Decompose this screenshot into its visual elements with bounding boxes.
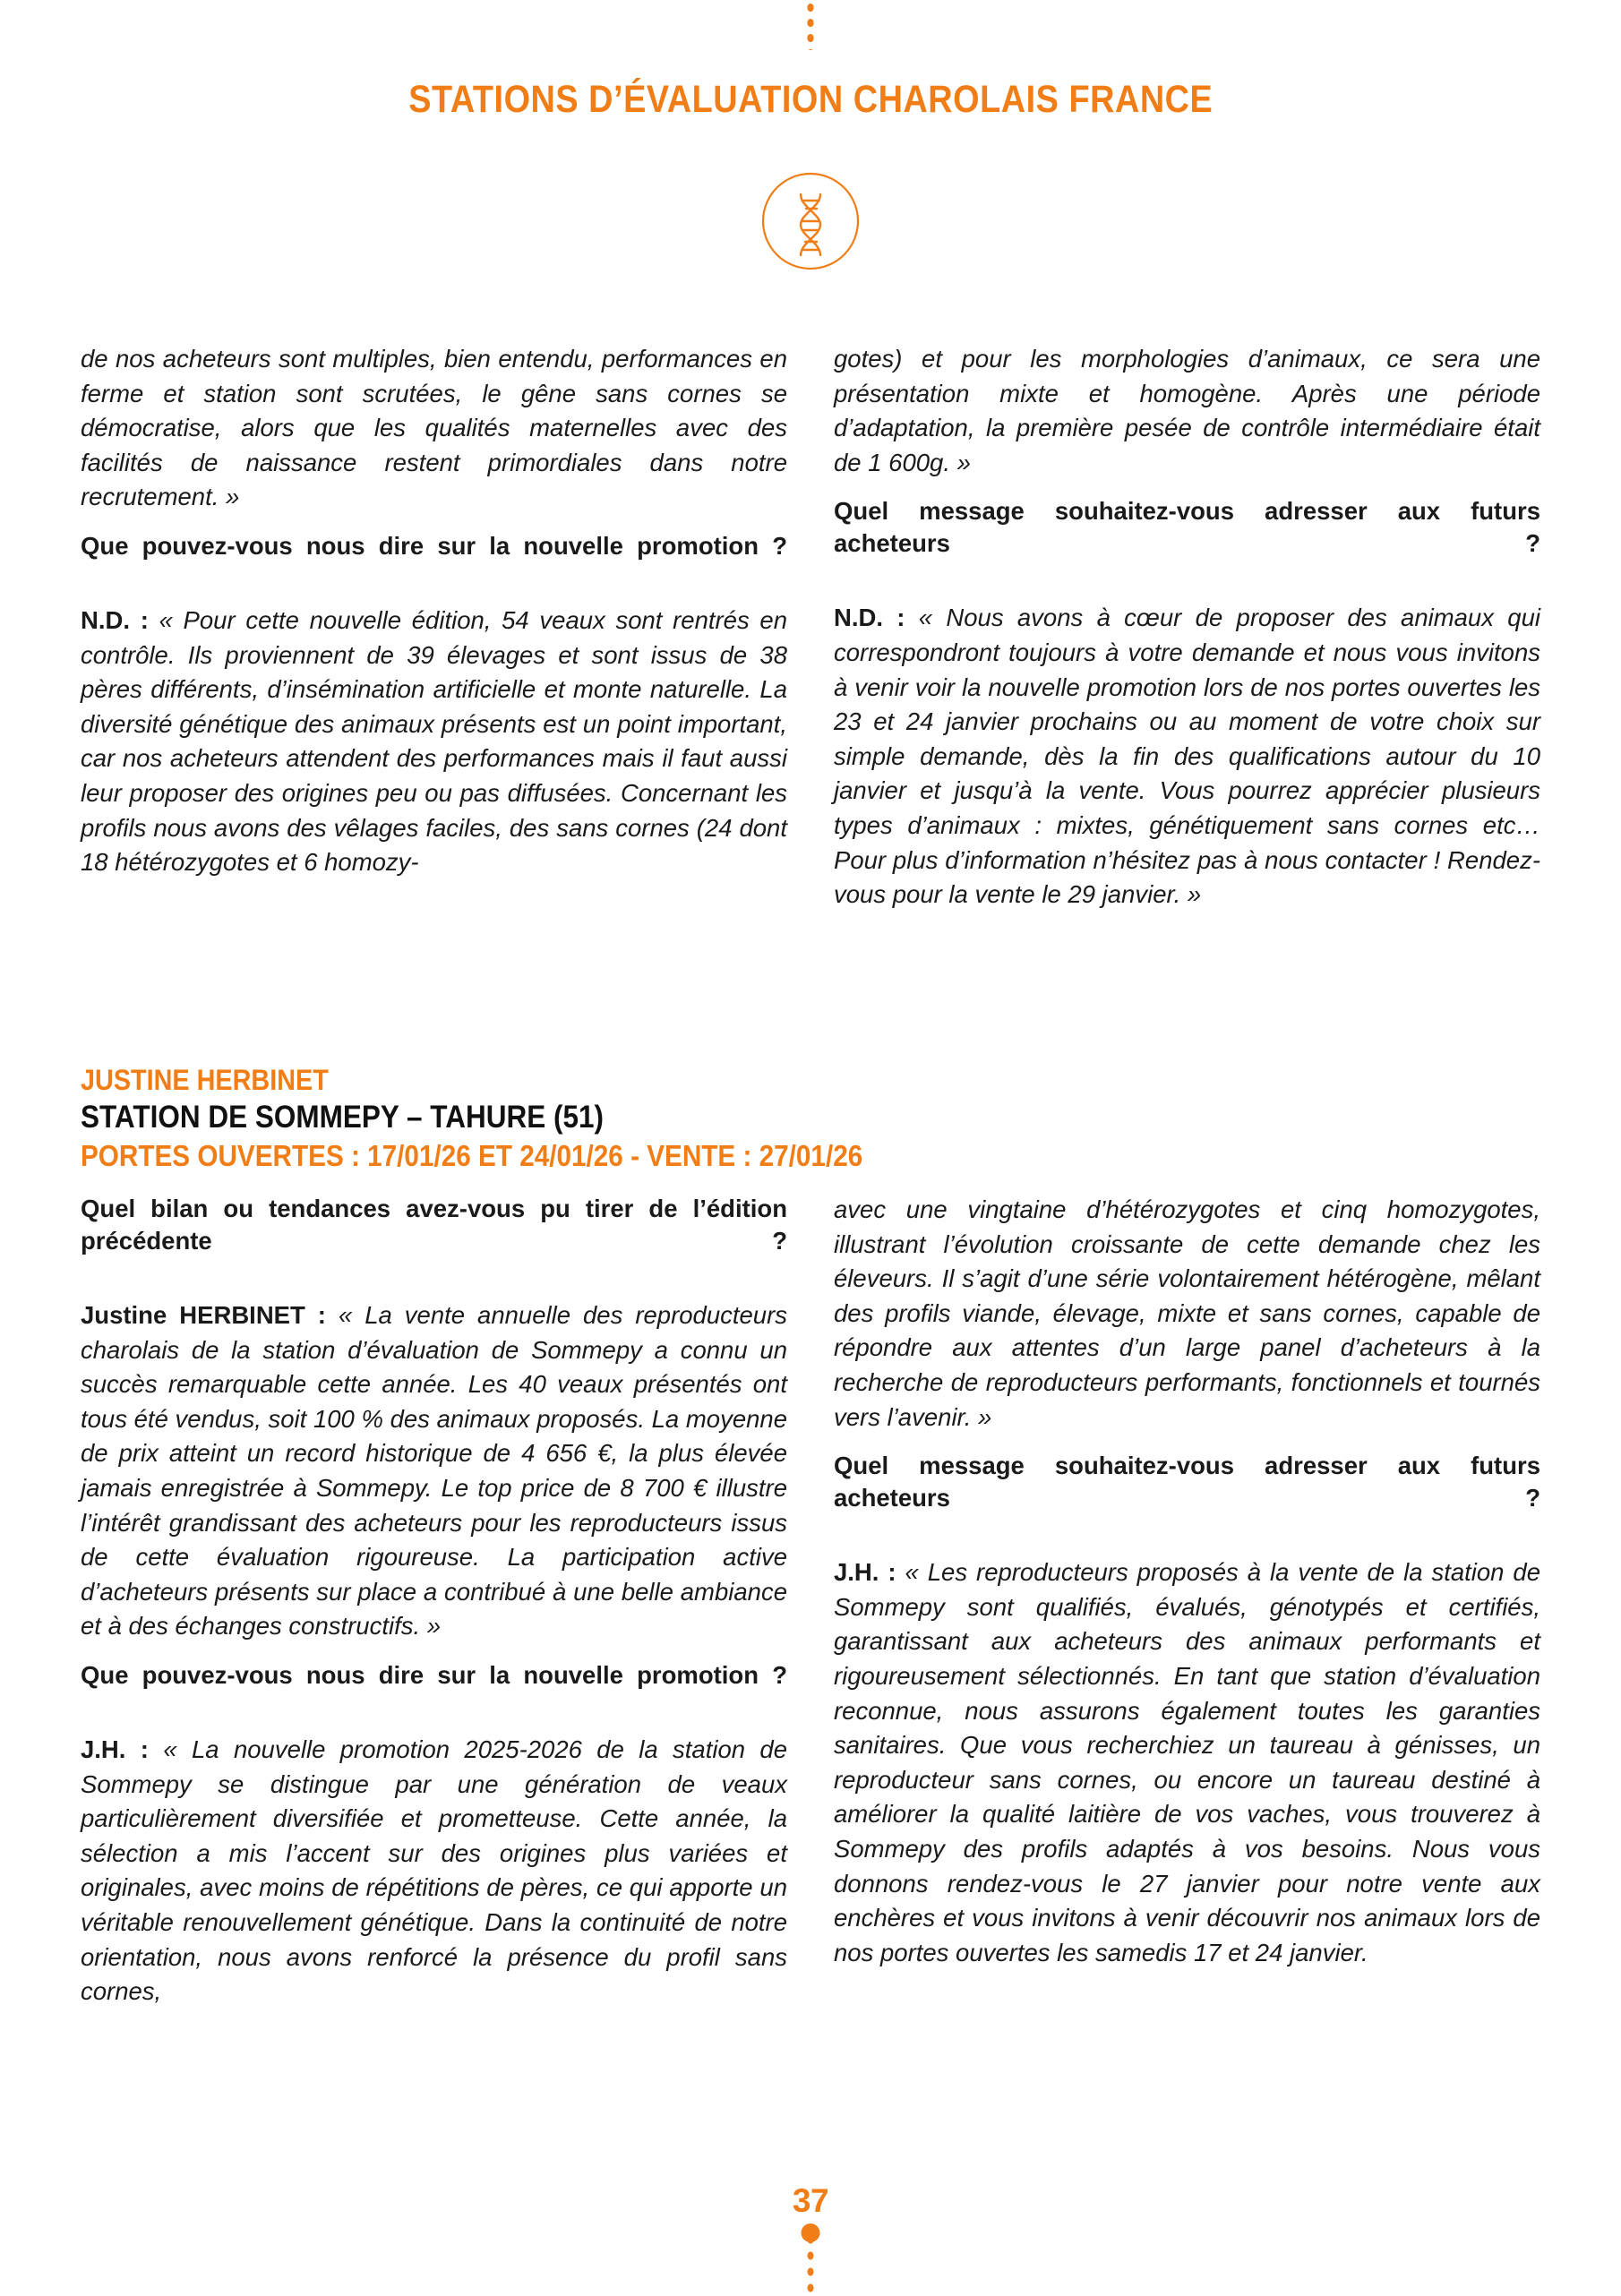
section2-right-column bbox=[834, 1193, 1540, 1985]
section-heading-block bbox=[81, 1062, 1540, 1175]
section1-left-column bbox=[81, 342, 787, 895]
question-heading: Que pouvez-vous nous dire sur la nouvelle promotion ? bbox=[81, 1660, 787, 1689]
speaker-label: N.D. : bbox=[81, 605, 149, 634]
question-heading: Que pouvez-vous nous dire sur la nouvelle promotion ? bbox=[81, 531, 787, 560]
interviewee-name: JUSTINE HERBINET bbox=[81, 1064, 329, 1096]
speaker-label: Justine HERBINET : bbox=[81, 1301, 326, 1329]
dna-helix-icon bbox=[761, 172, 860, 270]
dotted-rule-top bbox=[804, 0, 817, 50]
speaker-label: J.H. : bbox=[81, 1735, 149, 1763]
question-heading: Quel message souhaitez-vous adresser aux futurs acheteurs ? bbox=[834, 497, 1540, 558]
answer-paragraph bbox=[81, 1298, 787, 1644]
page-title: STATIONS D’ÉVALUATION CHAROLAIS FRANCE bbox=[407, 78, 1214, 121]
answer-paragraph bbox=[834, 601, 1540, 912]
question-heading: Quel bilan ou tendances avez-vous pu tirer de l’édition précédente ? bbox=[81, 1195, 787, 1255]
answer-text: « La nouvelle promotion 2025-2026 de la station de Sommepy se distingue par une génération de veaux particulièrement diversifiée et prometteuse. Cette année, la sélection a mis l’accent sur des origines plus variées et originales, avec moins de répétitions de pères, ce qui apporte un véritable renouvellement génétique. Dans la continuité de notre orientation, nous avons renforcé la présence du profil sans cornes, bbox=[81, 1735, 788, 2006]
section2-left-column bbox=[81, 1193, 787, 2025]
answer-paragraph bbox=[81, 604, 787, 880]
open-days-and-sale-dates: PORTES OUVERTES : 17/01/26 ET 24/01/26 - VENTE : 27/01/26 bbox=[81, 1139, 863, 1172]
section1-right-column bbox=[834, 342, 1540, 928]
speaker-label: N.D. : bbox=[834, 604, 905, 632]
answer-paragraph bbox=[834, 1555, 1540, 1970]
answer-text: « Les reproducteurs proposés à la vente de la station de Sommepy sont qualifiés, évalués, génotypés et certifiés, garantissant aux acheteurs des animaux performants et rigoureusement sélectionnés. En tant que station d’évaluation reconnue, nous assurons également toutes les garanties sanitaires. Que vous recherchiez un taureau à génisses, un reproducteur sans cornes, ou encore un taureau destiné à améliorer la qualité laitière de vos vaches, vous trouverez à Sommepy des profils adaptés à vos besoins. Nous vous donnons rendez-vous le 27 janvier pour notre vente aux enchères et vous invitons à venir découvrir nos animaux lors de nos portes ouvertes les samedis 17 et 24 janvier. bbox=[834, 1558, 1540, 1966]
question-heading: Quel message souhaitez-vous adresser aux futurs acheteurs ? bbox=[834, 1452, 1540, 1512]
paragraph-continuation: gotes) et pour les morphologies d’animaux, ce sera une présentation mixte et homogène. Après une période d’adaptation, la première pesée de contrôle intermédiaire était de 1 600g. » bbox=[834, 345, 1540, 476]
answer-text: « Nous avons à cœur de proposer des animaux qui correspondront toujours à votre demande et nous vous invitons à venir voir la nouvelle promotion lors de nos portes ouvertes les 23 et 24 janvier prochains ou au moment de votre choix sur simple demande, dès la fin des qualifications autour du 10 janvier et jusqu’à la vente. Vous pourrez apprécier plusieurs types d’animaux : mixtes, génétiquement sans cornes etc… Pour plus d’information n’hésitez pas à nous contacter ! Rendez-vous pour la vente le 29 janvier. » bbox=[834, 604, 1540, 909]
answer-text: « Pour cette nouvelle édition, 54 veaux sont rentrés en contrôle. Ils proviennent de 39 élevages et sont issus de 38 pères différents, d’insémination artificielle et monte naturelle. La diversité génétique des animaux présents est un point important, car nos acheteurs attendent des performances mais il faut aussi leur proposer des origines peu ou pas diffusées. Concernant les profils nous avons des vêlages faciles, des sans cornes (24 dont 18 hétérozygotes et 6 homozy- bbox=[81, 605, 788, 877]
page-number: 37 bbox=[792, 2182, 829, 2219]
station-name: STATION DE SOMMEPY – TAHURE (51) bbox=[81, 1100, 604, 1135]
masthead bbox=[0, 78, 1621, 122]
answer-paragraph bbox=[81, 1733, 787, 2009]
answer-text: « La vente annuelle des reproducteurs charolais de la station d’évaluation de Sommepy a connu un succès remarquable cette année. Les 40 veaux présentés ont tous été vendus, soit 100 % des animaux proposés. La moyenne de prix atteint un record historique de 4 656 €, la plus élevée jamais enregistrée à Sommepy. Le top price de 8 700 € illustre l’intérêt grandissant des acheteurs pour les reproducteurs issus de cette évaluation rigoureuse. La participation active d’acheteurs présents sur place a contribué à une belle ambiance et à des échanges constructifs. » bbox=[81, 1301, 788, 1641]
speaker-label: J.H. : bbox=[834, 1558, 896, 1587]
dotted-rule-bottom bbox=[804, 2232, 817, 2296]
paragraph-continuation: avec une vingtaine d’hétérozygotes et cinq homozygotes, illustrant l’évolution croissante de cette demande chez les éleveurs. Il s’agit d’une série volontairement hétérogène, mêlant des profils viande, élevage, mixte et sans cornes, capable de répondre aux attentes d’un large panel d’acheteurs à la recherche de reproducteurs performants, fonctionnels et tournés vers l’avenir. » bbox=[834, 1195, 1540, 1431]
paragraph-continuation: de nos acheteurs sont multiples, bien entendu, performances en ferme et station sont scrutées, le gêne sans cornes se démocratise, alors que les qualités maternelles avec des facilités de naissance restent primordiales dans notre recrutement. » bbox=[81, 345, 787, 511]
